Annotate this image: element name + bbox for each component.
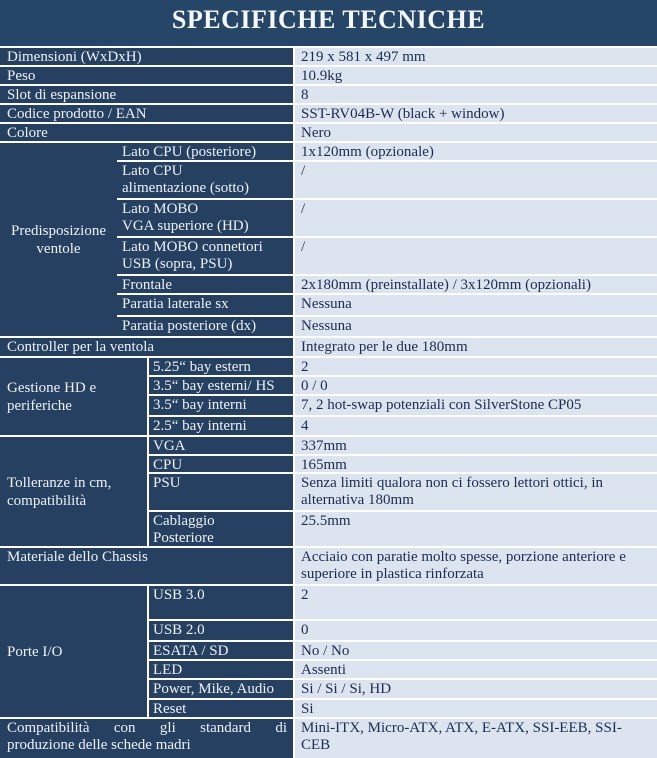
subrow-value: Si: [293, 700, 657, 717]
subrow-value: 25.5mm: [293, 512, 657, 546]
row-label-controller: Controller per la ventola: [7, 339, 155, 355]
page-title: SPECIFICHE TECNICHE: [0, 0, 657, 48]
row-value-line: superiore in plastica rinforzata: [301, 566, 484, 582]
subrow-label: Reset: [147, 700, 293, 717]
row-value-slot: 8: [293, 86, 657, 103]
subrow-value: 7, 2 hot-swap potenziali con SilverStone CP05: [293, 396, 657, 417]
row-value-line: CEB: [301, 737, 331, 753]
subrow-label: 3.5“ bay esterni/ HS: [147, 377, 293, 396]
subrow-label-line: alimentazione (sotto): [122, 180, 250, 196]
subrow-value: 1x120mm (opzionale): [293, 143, 657, 162]
table-row: [0, 719, 657, 758]
table-row: [0, 338, 657, 358]
subrow-label: PSU: [147, 474, 293, 512]
subrow-label-line: Posteriore: [153, 530, 214, 546]
row-value-compatibilita: [293, 719, 657, 758]
subrow-value: 0: [293, 621, 657, 642]
subrow-label-line: USB (sopra, PSU): [122, 256, 233, 272]
subrow-value: 2: [293, 586, 657, 621]
group-label-line: ventole: [36, 240, 81, 257]
subrow-label-line: Lato CPU: [122, 163, 183, 179]
subrow-value: 4: [293, 417, 657, 435]
group-porte-io: [0, 586, 657, 719]
table-row: [0, 124, 657, 143]
row-value-colore: Nero: [293, 124, 657, 141]
subrow-value: Nessuna: [293, 317, 657, 336]
group-predisposizione-ventole: [0, 143, 657, 338]
subrow-label: USB 3.0: [147, 586, 293, 621]
group-gestione-hd: [0, 358, 657, 437]
subrow-label: CPU: [147, 456, 293, 474]
row-label-materiale: Materiale dello Chassis: [7, 549, 148, 565]
subrow-value: /: [293, 200, 657, 238]
row-value-line: Acciaio con paratie molto spesse, porzione anteriore e: [301, 549, 626, 565]
subrow-label: Power, Mike, Audio: [147, 680, 293, 700]
subrow-label: [117, 238, 293, 276]
group-label-line: periferiche: [7, 397, 72, 414]
table-row: [0, 105, 657, 124]
subrow-label: LED: [147, 661, 293, 680]
row-label-peso: Peso: [7, 68, 36, 84]
subrow-label: 5.25“ bay estern: [147, 358, 293, 377]
subrow-value: Nessuna: [293, 295, 657, 317]
subrow-label: [117, 200, 293, 238]
row-value-line: Mini-ITX, Micro-ATX, ATX, E-ATX, SSI-EEB, SSI-: [301, 720, 622, 736]
row-label-dimensioni: Dimensioni (WxDxH): [7, 49, 142, 65]
group-tolleranze: [0, 437, 657, 548]
row-value-peso: 10.9kg: [293, 67, 657, 84]
subrow-label-line: VGA superiore (HD): [122, 218, 249, 234]
subrow-label: Frontale: [117, 276, 293, 295]
group-label-line: compatibilità: [7, 492, 87, 509]
subrow-label: USB 2.0: [147, 621, 293, 642]
subrow-label: Paratia laterale sx: [117, 295, 293, 317]
subrow-label: ESATA / SD: [147, 642, 293, 661]
table-row: [0, 548, 657, 586]
subrow-value: [293, 474, 657, 512]
subrow-value: Assenti: [293, 661, 657, 680]
subrow-label: Lato CPU (posteriore): [117, 143, 293, 162]
subrow-value: /: [293, 162, 657, 200]
row-label-colore: Colore: [7, 125, 48, 141]
subrow-value: 2x180mm (preinstallate) / 3x120mm (opzionali): [293, 276, 657, 295]
row-label-slot: Slot di espansione: [7, 87, 117, 103]
subrow-value: 165mm: [293, 456, 657, 474]
subrow-value-line: alternativa 180mm: [301, 492, 414, 508]
table-row: [0, 86, 657, 105]
subrow-label: Paratia posteriore (dx): [122, 318, 257, 334]
group-label-line: Tolleranze in cm,: [7, 474, 112, 491]
subrow-value: Si / Si / Si, HD: [293, 680, 657, 700]
group-label-predisposizione-ventole: [0, 143, 117, 336]
table-row: [0, 48, 657, 67]
row-value-controller: Integrato per le due 180mm: [293, 338, 657, 356]
group-label-gestione-hd: [0, 358, 147, 435]
subrow-label-line: Lato MOBO connettori: [122, 239, 263, 255]
row-label-compatibilita: [0, 719, 293, 758]
subrow-value: /: [293, 238, 657, 276]
subrow-value: 2: [293, 358, 657, 377]
subrow-label: [117, 162, 293, 200]
subrow-value-line: Senza limiti qualora non ci fossero lettori ottici, in: [301, 475, 604, 491]
subrow-label: 2.5“ bay interni: [147, 417, 293, 435]
row-label-codice: Codice prodotto / EAN: [7, 106, 147, 122]
group-label-porte-io: [0, 586, 147, 717]
subrow-value: 337mm: [293, 437, 657, 456]
subrow-label: [147, 512, 293, 546]
subrow-value: No / No: [293, 642, 657, 661]
row-label-line: Compatibilità con gli standard di: [7, 720, 287, 736]
row-value-codice: SST-RV04B-W (black + window): [293, 105, 657, 122]
group-label-line: Gestione HD e: [7, 379, 97, 396]
row-value-dimensioni: 219 x 581 x 497 mm: [293, 48, 657, 65]
row-label-line: produzione delle schede madri: [7, 737, 191, 753]
subrow-value: 0 / 0: [293, 377, 657, 396]
row-value-materiale: [293, 548, 657, 584]
subrow-label: VGA: [147, 437, 293, 456]
subrow-label-line: Cablaggio: [153, 513, 215, 529]
group-label-line: Predisposizione: [11, 222, 106, 239]
subrow-label-line: Lato MOBO: [122, 201, 199, 217]
group-label-tolleranze: [0, 437, 147, 546]
subrow-label: 3.5“ bay interni: [147, 396, 293, 417]
table-row: [0, 67, 657, 86]
group-label-line: Porte I/O: [7, 643, 63, 660]
